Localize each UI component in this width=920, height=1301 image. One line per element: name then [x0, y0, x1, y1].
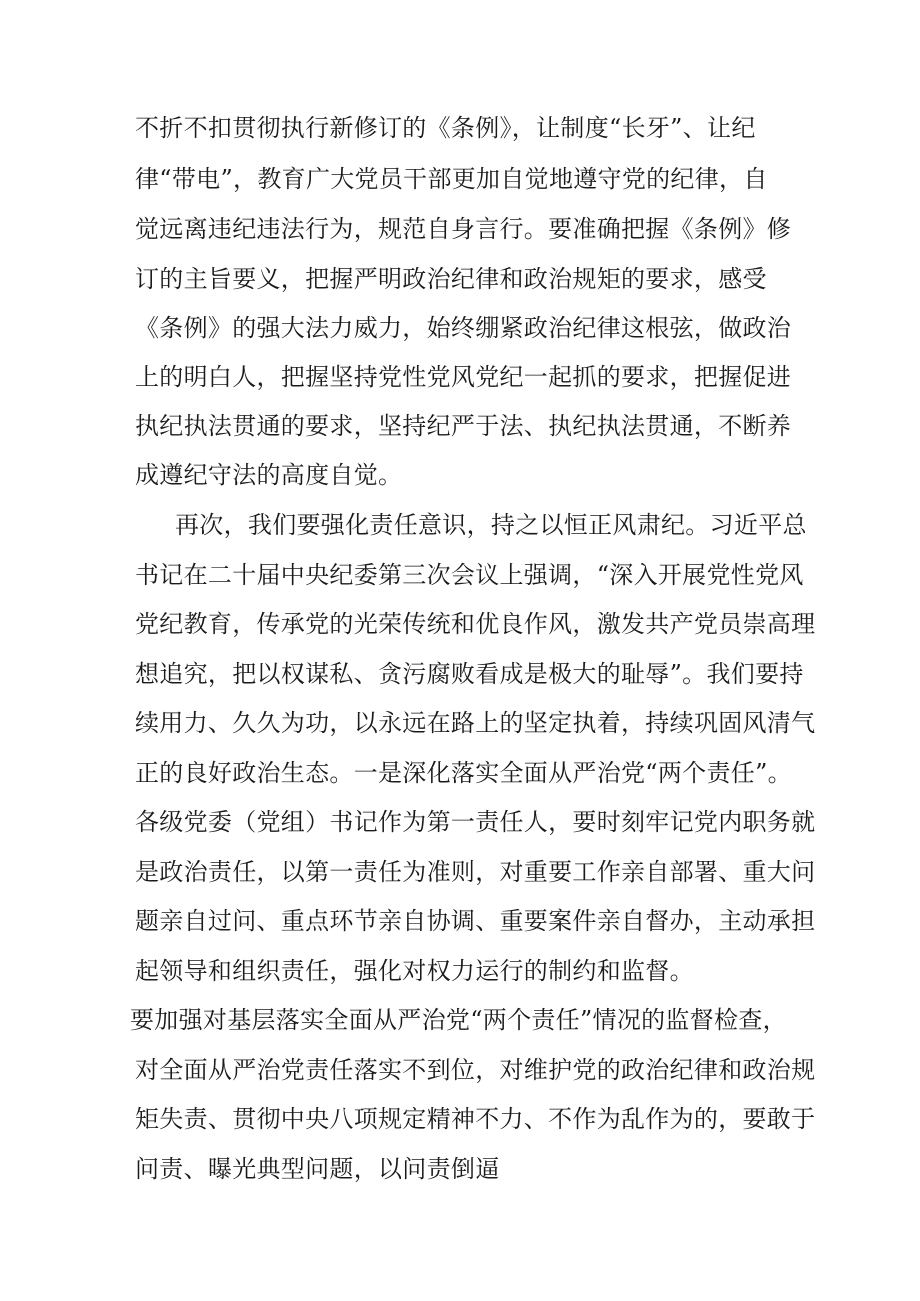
- paragraph-2-line-8: 是政治责任，以第一责任为准则，对重要工作亲自部署、重大问: [135, 858, 816, 886]
- paragraph-3-line-4: 问责、曝光典型问题，以问责倒逼: [135, 1155, 500, 1183]
- paragraph-3-line-3: 矩失责、贯彻中央八项规定精神不力、不作为乱作为的，要敢于: [135, 1105, 816, 1133]
- paragraph-3-line-1: 要加强对基层落实全面从严治党“两个责任”情况的监督检查，: [130, 1006, 787, 1034]
- paragraph-3-line-2: 对全面从严治党责任落实不到位，对维护党的政治纪律和政治规: [135, 1056, 816, 1084]
- paragraph-2-line-9: 题亲自过问、重点环节亲自协调、重要案件亲自督办，主动承担: [135, 907, 816, 935]
- paragraph-1-line-2: 律“带电”，教育广大党员干部更加自觉地遵守党的纪律，自: [135, 165, 768, 193]
- paragraph-2-line-4: 想追究，把以权谋私、贪污腐败看成是极大的耻辱”。我们要持: [135, 660, 804, 688]
- paragraph-2-line-2: 书记在二十届中央纪委第三次会议上强调，“深入开展党性党风: [135, 561, 804, 589]
- paragraph-1-line-8: 成遵纪守法的高度自觉。: [135, 461, 403, 489]
- paragraph-2-line-7: 各级党委（党组）书记作为第一责任人，要时刻牢记党内职务就: [135, 808, 816, 836]
- paragraph-1-line-7: 执纪执法贯通的要求，坚持纪严于法、执纪执法贯通，不断养: [135, 412, 792, 440]
- paragraph-2-line-6: 正的良好政治生态。一是深化落实全面从严治党“两个责任”。: [135, 759, 792, 787]
- paragraph-1-line-6: 上的明白人，把握坚持党性党风党纪一起抓的要求，把握促进: [135, 363, 792, 391]
- paragraph-2-line-5: 续用力、久久为功，以永远在路上的坚定执着，持续巩固风清气: [135, 709, 816, 737]
- paragraph-2-line-3: 党纪教育，传承党的光荣传统和优良作风，激发共产党员崇高理: [135, 610, 816, 638]
- paragraph-2-line-10: 起领导和组织责任，强化对权力运行的制约和监督。: [135, 957, 694, 985]
- paragraph-2-line-1: 再次，我们要强化责任意识，持之以恒正风肃纪。习近平总: [175, 511, 807, 539]
- paragraph-1-line-1: 不折不扣贯彻执行新修订的《条例》，让制度“长牙”、让纪: [135, 114, 756, 142]
- paragraph-1-line-4: 订的主旨要义，把握严明政治纪律和政治规矩的要求，感受: [135, 265, 767, 293]
- paragraph-1-line-5: 《条例》的强大法力威力，始终绷紧政治纪律这根弦，做政治: [135, 314, 792, 342]
- paragraph-1-line-3: 觉远离违纪违法行为，规范自身言行。要准确把握《条例》修: [135, 215, 792, 243]
